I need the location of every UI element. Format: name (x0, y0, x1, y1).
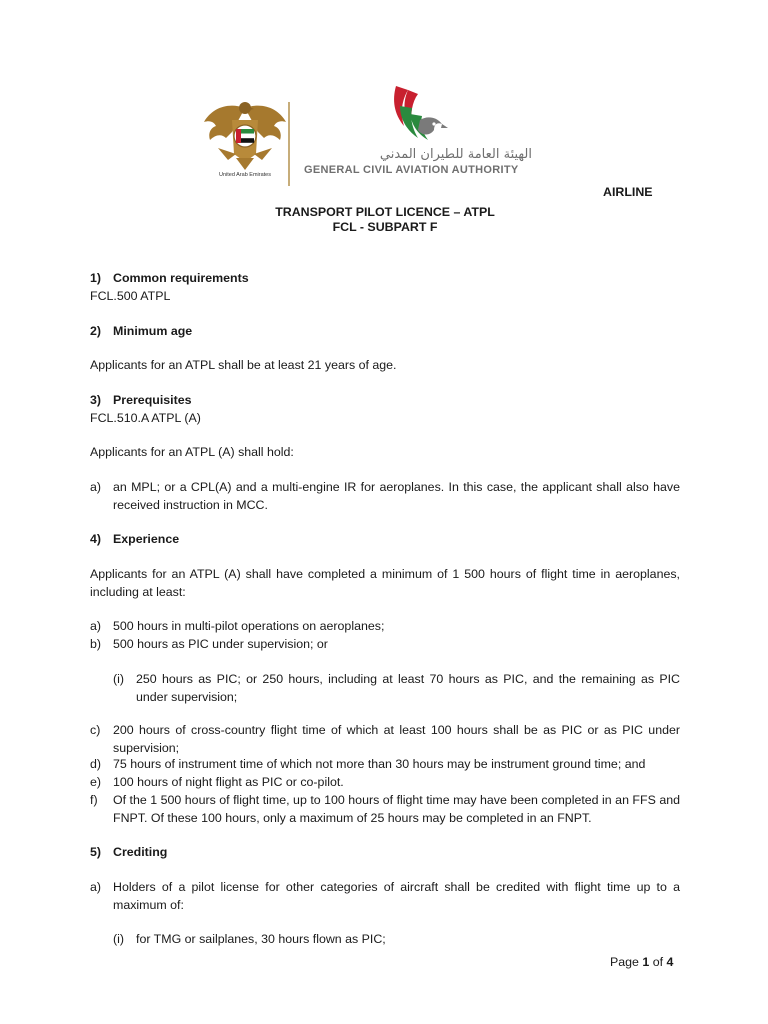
emblem-caption: United Arab Emirates (219, 172, 271, 178)
uae-eagle-emblem-icon (198, 98, 292, 172)
list-item: f) Of the 1 500 hours of flight time, up to 100 hours of flight time may have been completed in an FFS and FNPT. Of these 100 hours, only a maximum of 25 hours may be completed in an FNPT. (90, 793, 680, 825)
title-licence: TRANSPORT PILOT LICENCE – ATPL (275, 205, 495, 219)
section-2-text: Applicants for an ATPL shall be at least 21 years of age. (90, 358, 397, 372)
sub-list-item: (i) 250 hours as PIC; or 250 hours, including at least 70 hours as PIC, and the remaining as PIC under supervision; (113, 672, 680, 704)
title-subpart: FCL - SUBPART F (332, 220, 438, 234)
list-item: a) an MPL; or a CPL(A) and a multi-engine IR for aeroplanes. In this case, the applicant shall also have received instruction in MCC. (90, 480, 680, 512)
header-divider (288, 102, 290, 186)
section-5-heading: 5) Crediting (90, 845, 168, 859)
authority-arabic-name: الهيئة العامة للطيران المدني (379, 147, 532, 162)
gcaa-logo (300, 84, 540, 180)
authority-english-name: GENERAL CIVIL AVIATION AUTHORITY (304, 164, 519, 176)
list-item: b) 500 hours as PIC under supervision; or (90, 637, 328, 651)
section-1-reference: FCL.500 ATPL (90, 289, 171, 303)
list-item: d) 75 hours of instrument time of which not more than 30 hours may be instrument ground time; and (90, 757, 646, 771)
section-4-intro: Applicants for an ATPL (A) shall have completed a minimum of 1 500 hours of flight time in aeroplanes, including at least: (90, 567, 680, 599)
section-3-intro: Applicants for an ATPL (A) shall hold: (90, 445, 294, 459)
list-item: a) 500 hours in multi-pilot operations on aeroplanes; (90, 619, 385, 633)
section-3-reference: FCL.510.A ATPL (A) (90, 411, 201, 425)
section-1-heading: 1) Common requirements (90, 271, 249, 285)
page-number: Page 1 of 4 (610, 955, 674, 969)
uae-emblem (198, 98, 292, 186)
list-item: e) 100 hours of night flight as PIC or co-pilot. (90, 775, 344, 789)
section-4-heading: 4) Experience (90, 532, 180, 546)
list-item: a) Holders of a pilot license for other categories of aircraft shall be credited with flight time up to a maximum of: (90, 880, 680, 912)
section-3-heading: 3) Prerequisites (90, 393, 192, 407)
gcaa-falcon-icon (390, 84, 450, 146)
sub-list-item: (i) for TMG or sailplanes, 30 hours flown as PIC; (113, 932, 386, 946)
list-item: c) 200 hours of cross-country flight time of which at least 100 hours shall be as PIC or as PIC under supervision; (90, 723, 680, 755)
section-2-heading: 2) Minimum age (90, 324, 193, 338)
title-airline: AIRLINE (603, 185, 653, 199)
